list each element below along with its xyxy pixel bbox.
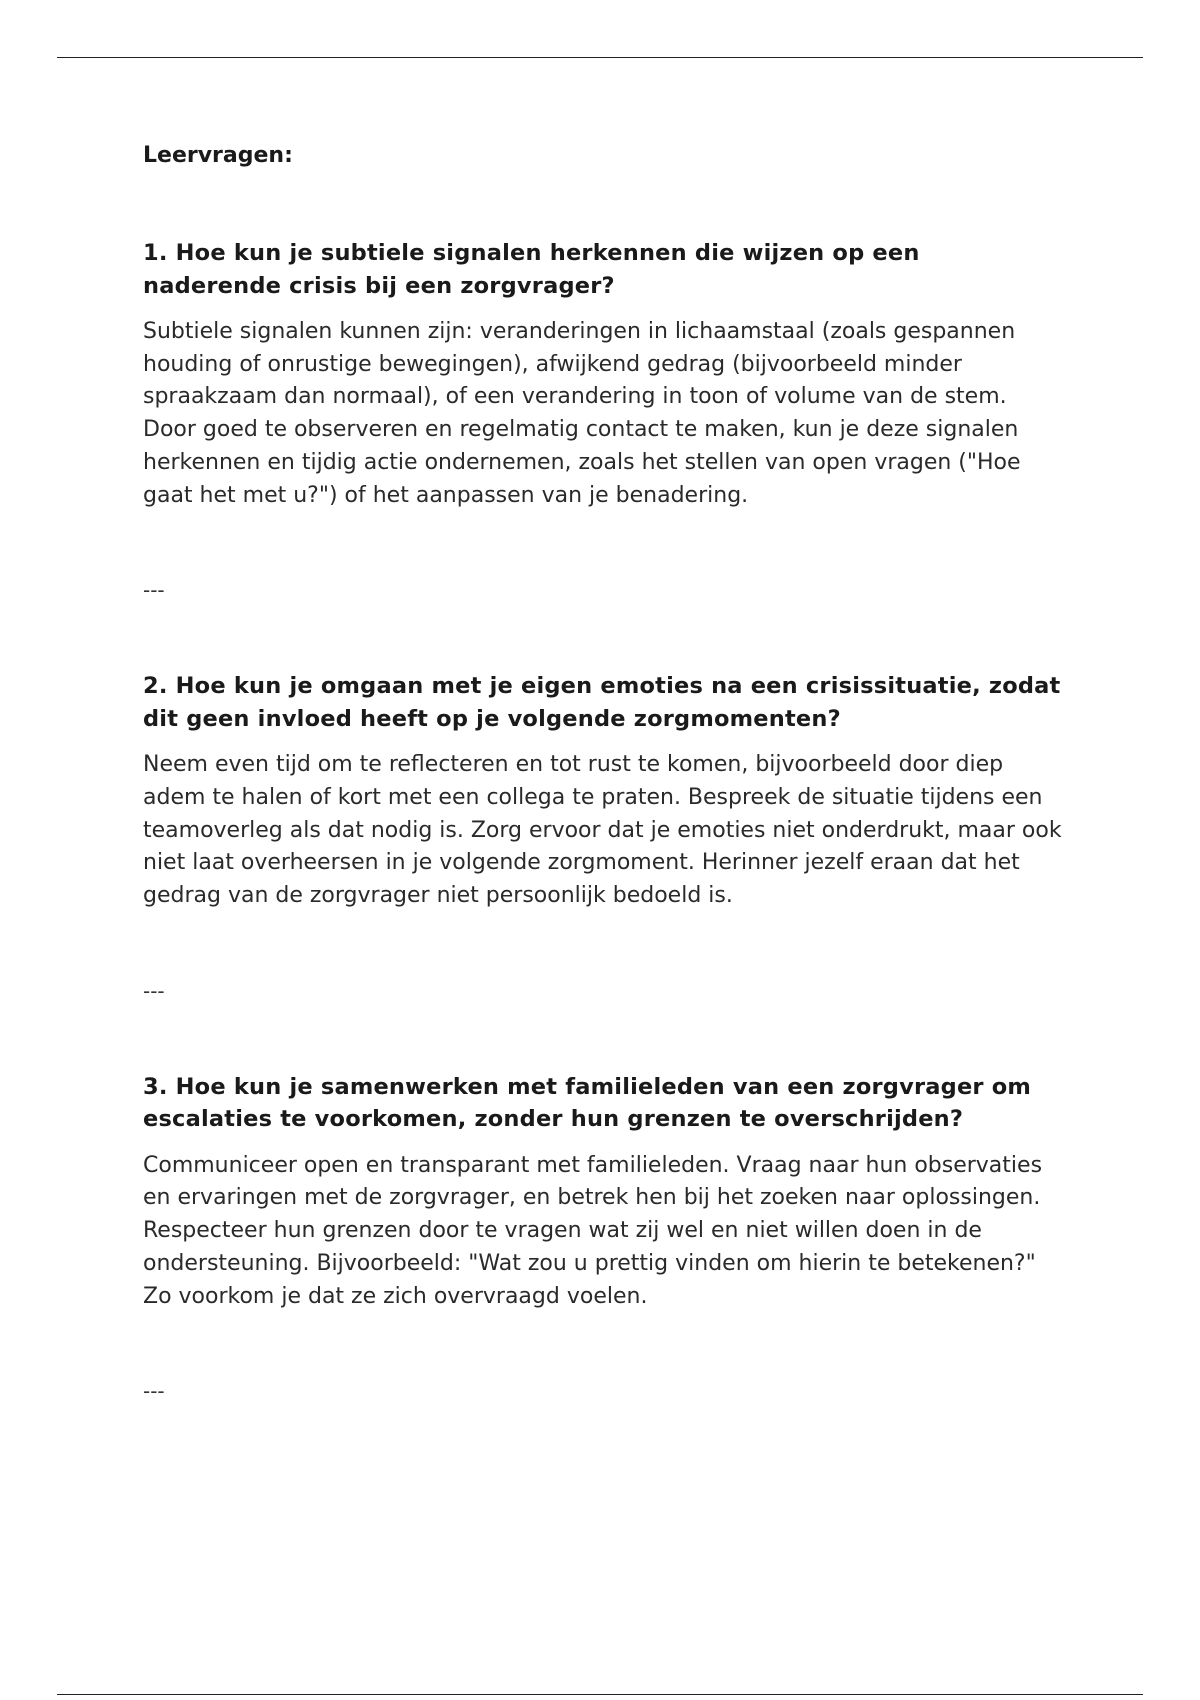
- qa-item-3: [143, 1071, 1063, 1407]
- footer-rule: [57, 1694, 1143, 1695]
- qa-item-2: [143, 670, 1063, 1006]
- question-3: 3. Hoe kun je samenwerken met familieleden van een zorgvrager om escalaties te voorkomen, zonder hun grenzen te overschrijden?: [143, 1073, 1032, 1133]
- answer-3: Communiceer open en transparant met familieleden. Vraag naar hun observaties en ervaringen met de zorgvrager, en betrek hen bij het zoeken naar oplossingen. Respecteer hun grenzen door te vragen wat zij wel en niet willen doen in de ondersteuning. Bijvoorbeeld: "Wat zou u prettig vinden om hierin te betekenen?" Zo voorkom je dat ze zich overvraagd voelen.: [143, 1152, 1043, 1309]
- document-heading: Leervragen:: [143, 143, 293, 168]
- header-rule: [57, 57, 1143, 58]
- answer-2: Neem even tijd om te reflecteren en tot rust te komen, bijvoorbeeld door diep adem te halen of kort met een collega te praten. Bespreek de situatie tijdens een teamoverleg als dat nodig is. Zorg ervoor dat je emoties niet onderdrukt, maar ook niet laat overheersen in je volgende zorgmoment. Herinner jezelf eraan dat het gedrag van de zorgvrager niet persoonlijk bedoeld is.: [143, 752, 1062, 909]
- question-2: 2. Hoe kun je omgaan met je eigen emoties na een crisissituatie, zodat dit geen invloed heeft op je volgende zorgmomenten?: [143, 673, 1061, 732]
- separator-1: ---: [143, 578, 165, 603]
- document-body: [143, 140, 1063, 1406]
- qa-item-1: [143, 237, 1063, 605]
- question-1: 1. Hoe kun je subtiele signalen herkennen die wijzen op een naderende crisis bij een zorgvrager?: [143, 240, 920, 299]
- separator-2: ---: [143, 978, 165, 1003]
- answer-1: Subtiele signalen kunnen zijn: veranderingen in lichaamstaal (zoals gespannen houding of onrustige bewegingen), afwijkend gedrag (bijvoorbeeld minder spraakzaam dan normaal), of een verandering in toon of volume van de stem. Door goed te observeren en regelmatig contact te maken, kun je deze signalen herkennen en tijdig actie ondernemen, zoals het stellen van open vragen ("Hoe gaat het met u?") of het aanpassen van je benadering.: [143, 319, 1021, 508]
- separator-3: ---: [143, 1379, 165, 1404]
